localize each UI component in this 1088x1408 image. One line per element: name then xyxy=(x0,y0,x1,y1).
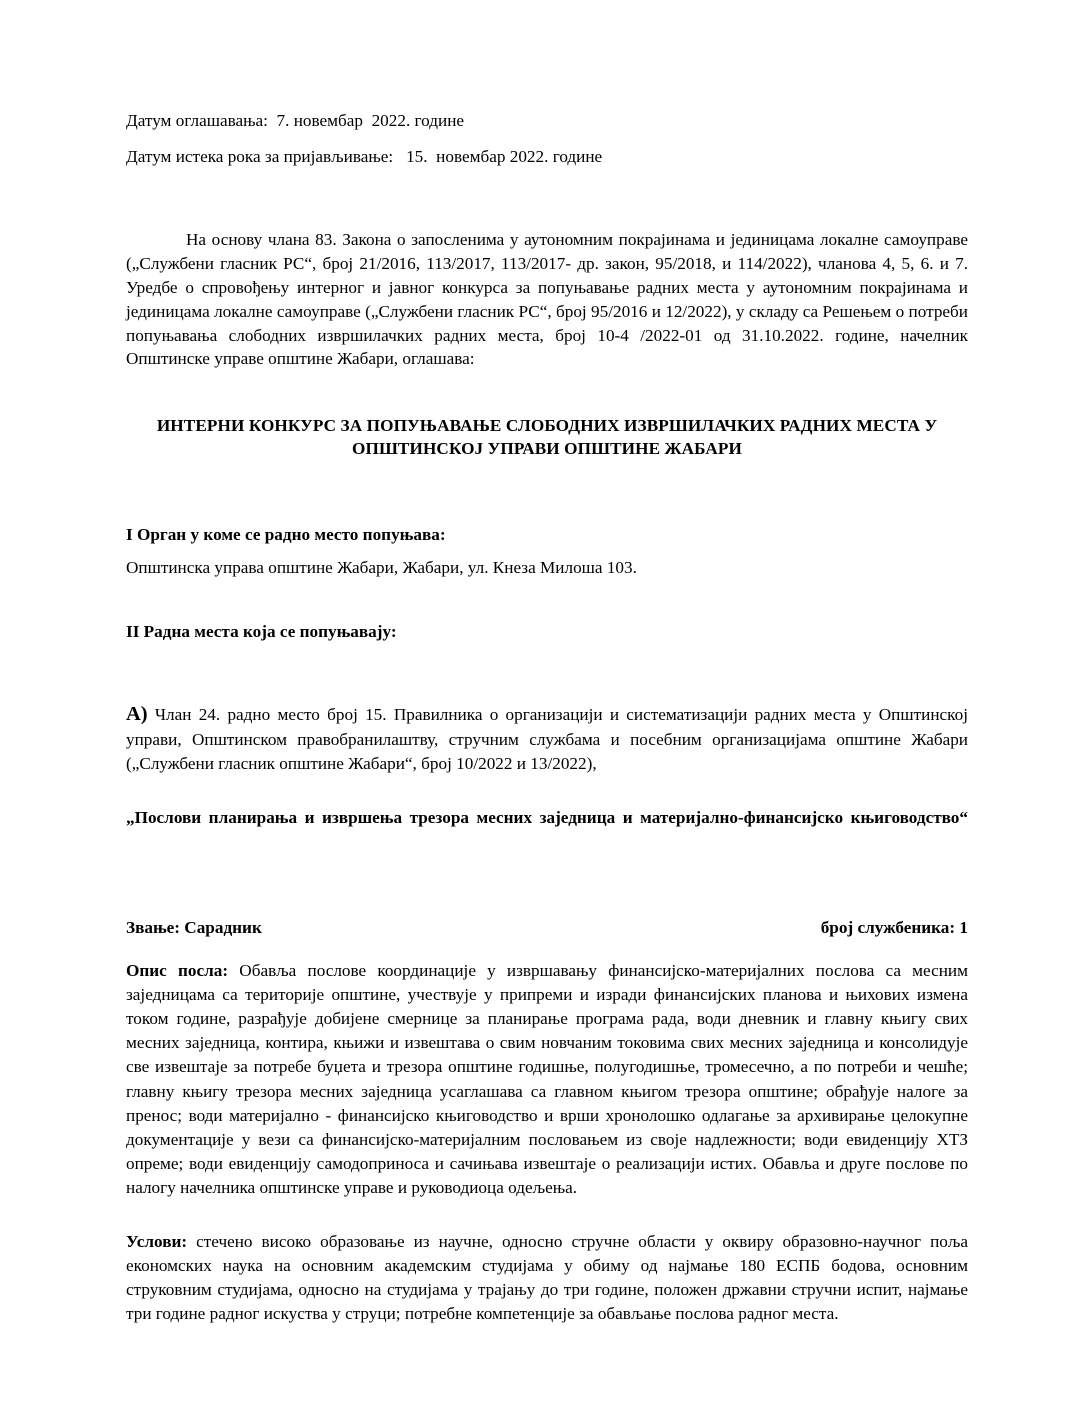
spacer xyxy=(126,1200,968,1230)
rank-and-count-row xyxy=(126,918,968,939)
officials-count-label: број службеника: 1 xyxy=(820,918,968,938)
job-description-lead: Опис посла: xyxy=(126,961,229,981)
section-two-heading: II Радна места која се попуњавају: xyxy=(126,621,397,641)
spacer xyxy=(126,579,968,609)
spacer xyxy=(126,545,968,558)
conditions-paragraph xyxy=(126,1230,968,1326)
conditions-text: стечено високо образовање из научне, односно стручне области у оквиру образовно-научног поља економских наука на основним академским студијама у обиму од најмање 180 ЕСПБ бодова, основним струковним студијама, односно на студијама у трајању до три године, положен државни стручни испит, најмање три године радног искуства у струци; потребне компетенције за обављање послова радног места. xyxy=(126,1231,968,1324)
spacer xyxy=(126,461,968,505)
rank-label: Звање: Сарадник xyxy=(126,918,262,938)
application-deadline-date-line: Датум истека рока за пријављивање: 15. новембар 2022. године xyxy=(126,147,603,167)
spacer xyxy=(126,643,968,687)
spacer xyxy=(126,184,968,228)
spacer xyxy=(126,609,968,622)
spacer xyxy=(126,776,968,806)
document-content xyxy=(126,112,968,1326)
spacer xyxy=(126,371,968,415)
page-title: ИНТЕРНИ КОНКУРС ЗА ПОПУЊАВАЊЕ СЛОБОДНИХ ИЗВРШИЛАЧКИХ РАДНИХ МЕСТА У ОПШТИНСКОЈ УПРАВИ ОПШТИНЕ ЖАБАРИ xyxy=(156,416,938,458)
item-a-reference-text: Члан 24. радно место број 15. Правилника о организацији и систематизацији радних места у Општинској управи, Општинском правобранилаштву, стручним службама и посебним организацијама општине Жабари („Службени гласник општине Жабари“, број 10/2022 и 13/2022), xyxy=(126,704,968,773)
item-a-marker: А) xyxy=(126,702,148,725)
spacer xyxy=(126,505,968,525)
announcement-date-line: Датум оглашавања: 7. новембар 2022. године xyxy=(126,111,465,130)
spacer xyxy=(126,898,968,918)
section-one-body: Општинска управа општине Жабари, Жабари, ул. Кнеза Милоша 103. xyxy=(126,558,637,578)
item-a-reference-paragraph xyxy=(126,700,968,776)
job-description-paragraph xyxy=(126,959,968,1200)
spacer xyxy=(126,687,968,700)
legal-basis-paragraph: На основу члана 83. Закона о запосленима у аутономним покрајинама и јединицама локалне самоуправе („Службени гласник РС“, број 21/2016, 113/2017, 113/2017- др. закон, 95/2018, и 114/2022), чланова 4, 5, 6. и 7. Уредбе о спровођењу интерног и јавног конкурса за попуњавање радних места у аутономним покрајинама и јединицама локалне самоуправе („Службени гласник РС“, број 95/2016 и 12/2022), у складу са Решењем о потреби попуњавања слободних извршилачких радних места, број 10-4 /2022-01 од 31.10.2022. године, начелник Општинске управе општине Жабари, оглашава: xyxy=(126,230,968,369)
conditions-lead: Услови: xyxy=(126,1231,188,1251)
section-one-heading: I Орган у коме се радно место попуњава: xyxy=(126,524,446,544)
spacer xyxy=(126,939,968,959)
item-a-job-title: „Послови планирања и извршења трезора месних заједница и материјално-финансијско књиговодство“ xyxy=(126,807,968,827)
job-description-text: Обавља послове координације у извршавању финансијско-материјалних послова са месним заједницама са територије општине, учествује у припреми и изради финансијских планова и њихових измена током године, разрађује добијене смернице за планирање програма рада, води дневник и главну књигу свих месних заједница, контира, књижи и извештава о свим новчаним токовима свих месних заједница и консолидује све извештаје за потребе буџета и трезора општине годишње, полугодишње, тромесечно, а по потреби и чешће; главну књигу трезора месних заједница усаглашава са главном књигом трезора општине; обрађује налоге за пренос; води материјално - финансијско књиговодство и врши хронолошко одлагање за архивирање целокупне документације у вези са финансијско-материјалним пословањем из своје надлежности; води евиденцију ХТЗ опреме; води евиденцију самодоприноса и сачињава извештаје о реализацији истих. Обавља и друге послове по налогу начелника општинске управе и руководиоца одељења. xyxy=(126,961,969,1197)
spacer xyxy=(126,854,968,898)
